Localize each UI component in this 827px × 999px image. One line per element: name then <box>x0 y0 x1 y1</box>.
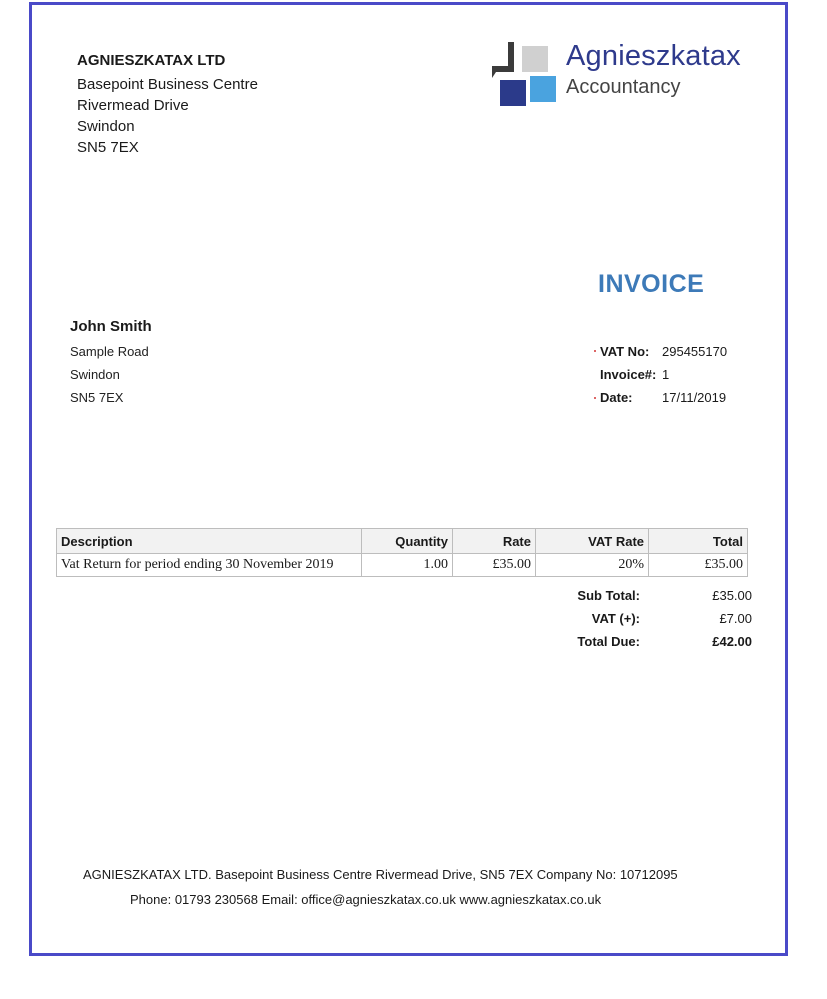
company-logo <box>490 38 755 113</box>
cell-rate: £35.00 <box>453 554 536 577</box>
marker-dot <box>594 350 596 352</box>
company-address-line-2: Rivermead Drive <box>77 97 189 114</box>
header-vat-rate: VAT Rate <box>536 529 649 554</box>
table-header-row <box>57 529 748 554</box>
client-name: John Smith <box>70 318 152 335</box>
cell-quantity: 1.00 <box>362 554 453 577</box>
company-name: AGNIESZKATAX LTD <box>77 52 226 69</box>
company-address-line-4: SN5 7EX <box>77 139 139 156</box>
line-items-table <box>56 528 748 577</box>
header-description: Description <box>57 529 362 554</box>
invoice-title: INVOICE <box>598 270 705 298</box>
company-address-line-1: Basepoint Business Centre <box>77 76 258 93</box>
total-due-value: £42.00 <box>712 634 752 649</box>
vat-value: £7.00 <box>719 611 752 626</box>
footer-contact-line: Phone: 01793 230568 Email: office@agnieszkatax.co.uk www.agnieszkatax.co.uk <box>130 892 602 907</box>
logo-title: Agnieszkatax <box>566 40 741 72</box>
invoice-number-label: Invoice#: <box>600 367 657 382</box>
company-address-line-3: Swindon <box>77 118 135 135</box>
invoice-page <box>29 2 788 956</box>
subtotal-value: £35.00 <box>712 588 752 603</box>
client-address-line-3: SN5 7EX <box>70 390 124 405</box>
vat-no-value: 295455170 <box>662 344 728 359</box>
header-quantity: Quantity <box>362 529 453 554</box>
header-rate: Rate <box>453 529 536 554</box>
marker-dot <box>594 397 596 399</box>
logo-squares-icon <box>490 38 562 113</box>
cell-description: Vat Return for period ending 30 November 2019 <box>57 554 362 577</box>
subtotal-label: Sub Total: <box>577 588 640 603</box>
vat-no-label: VAT No: <box>600 344 650 359</box>
logo-subtitle: Accountancy <box>566 76 681 98</box>
client-address-line-1: Sample Road <box>70 344 149 359</box>
client-address-line-2: Swindon <box>70 367 120 382</box>
vat-label: VAT (+): <box>591 611 640 626</box>
invoice-number-value: 1 <box>662 367 670 382</box>
table-row <box>57 554 748 577</box>
footer-company-line: AGNIESZKATAX LTD. Basepoint Business Centre Rivermead Drive, SN5 7EX Company No: 10712095 <box>83 867 678 882</box>
header-total: Total <box>649 529 748 554</box>
date-value: 17/11/2019 <box>662 390 727 405</box>
total-due-label: Total Due: <box>577 634 640 649</box>
cell-vat-rate: 20% <box>536 554 649 577</box>
cell-total: £35.00 <box>649 554 748 577</box>
date-label: Date: <box>600 390 633 405</box>
